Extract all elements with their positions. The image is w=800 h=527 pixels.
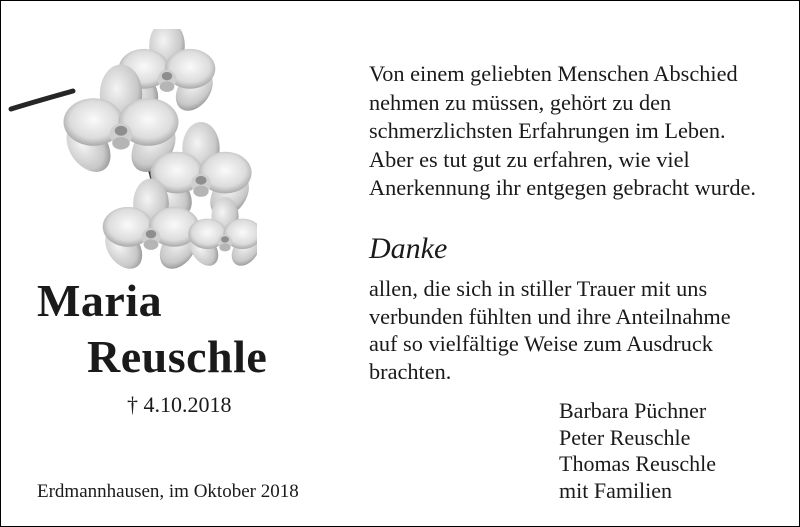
quote-line: Von einem geliebten Menschen Abschied	[369, 61, 738, 86]
signer-name: Peter Reuschle	[559, 424, 691, 450]
orchid-image	[7, 29, 257, 274]
death-date: † 4.10.2018	[127, 392, 232, 417]
signers-list	[559, 398, 716, 504]
place-date: Erdmannhausen, im Oktober 2018	[37, 481, 299, 502]
deceased-first-name: Maria	[37, 275, 163, 326]
quote-text	[369, 60, 779, 203]
quote-line: nehmen zu müssen, gehört zu den	[369, 89, 672, 115]
quote-line: Anerkennung ihr entgegen gebracht wurde.	[369, 175, 756, 201]
thanks-line: brachten.	[369, 358, 452, 384]
thanks-heading: Danke	[369, 232, 448, 265]
quote-line: Aber es tut gut zu erfahren, wie viel	[369, 146, 690, 172]
signer-name: mit Familien	[559, 477, 673, 503]
signer-name: Thomas Reuschle	[559, 451, 717, 476]
thanks-line: verbunden fühlten und ihre Anteilnahme	[369, 303, 731, 329]
thanks-line: auf so vielfältige Weise zum Ausdruck	[369, 331, 713, 356]
thanks-line: allen, die sich in stiller Trauer mit uns	[369, 276, 708, 301]
thanks-text	[369, 275, 779, 385]
signer-name: Barbara Püchner	[559, 398, 707, 423]
deceased-last-name: Reuschle	[87, 331, 268, 382]
quote-line: schmerzlichsten Erfahrungen im Leben.	[369, 118, 726, 144]
